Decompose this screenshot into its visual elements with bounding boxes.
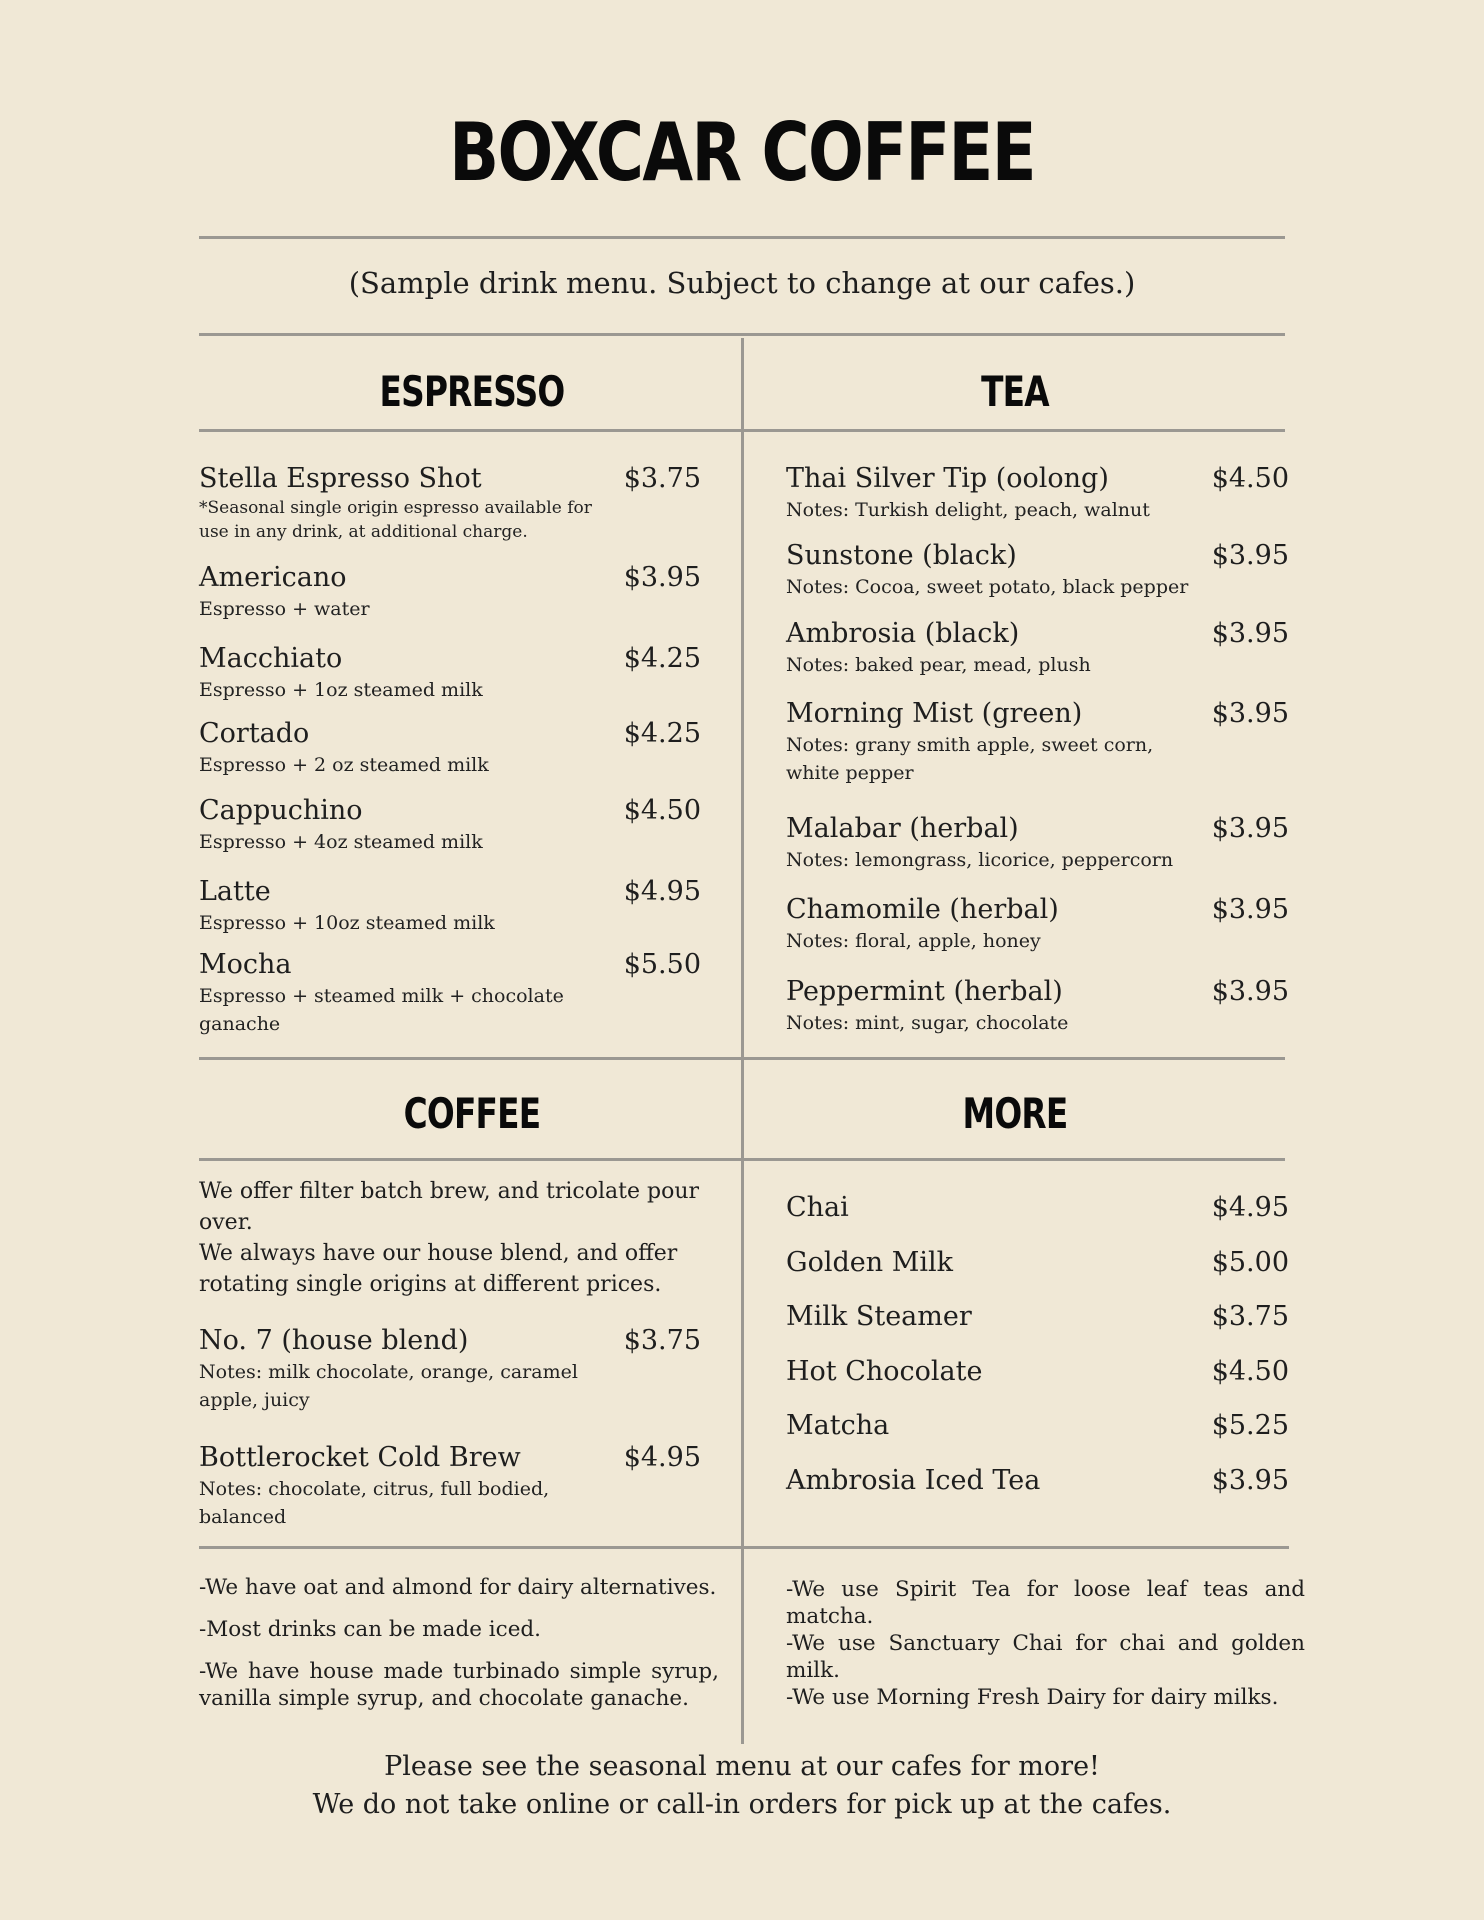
footer-line: We do not take online or call-in orders for pick up at the cafes. [312, 1789, 1172, 1820]
menu-item [786, 462, 1289, 524]
note-line: -We use Spirit Tea for loose leaf teas and matcha. [786, 1577, 1305, 1629]
item-name: Morning Mist (green) [786, 698, 1083, 729]
item-price: $3.75 [1211, 1301, 1289, 1333]
item-price: $4.95 [1211, 1192, 1289, 1223]
menu-item [199, 794, 701, 856]
item-price: $4.25 [623, 643, 701, 674]
item-name: Cortado [199, 718, 310, 749]
coffee-intro: We always have our house blend, and offer rotating single origins at different prices. [199, 1241, 678, 1297]
notes-right [786, 1576, 1305, 1711]
item-price: $5.25 [1211, 1410, 1289, 1442]
section-heading-coffee: COFFEE [403, 1089, 541, 1138]
menu-item [786, 539, 1289, 601]
note-line: -Most drinks can be made iced. [199, 1617, 542, 1642]
item-price: $4.95 [623, 1442, 701, 1473]
menu-item [786, 975, 1289, 1037]
menu-item [786, 1246, 1289, 1301]
item-name: Matcha [786, 1410, 890, 1442]
item-description: Notes: chocolate, citrus, full bodied, balanced [199, 1478, 550, 1528]
item-price: $3.95 [623, 562, 701, 593]
item-price: $3.95 [1211, 698, 1289, 729]
item-description: Notes: baked pear, mead, plush [786, 654, 1091, 676]
item-description: Espresso + 1oz steamed milk [199, 679, 483, 701]
item-name: Milk Steamer [786, 1301, 972, 1333]
item-price: $4.25 [623, 718, 701, 749]
item-price: $5.00 [1211, 1246, 1289, 1278]
item-name: Cappuchino [199, 795, 363, 826]
item-description: Notes: milk chocolate, orange, caramel apple, juicy [199, 1361, 578, 1411]
item-name: Thai Silver Tip (oolong) [786, 463, 1109, 494]
item-price: $3.95 [1211, 1464, 1289, 1496]
item-name: Sunstone (black) [786, 540, 1017, 571]
item-name: Americano [199, 562, 347, 593]
section-heading-tea: TEA [981, 367, 1049, 416]
footer-line: Please see the seasonal menu at our cafes for more! [384, 1751, 1100, 1782]
item-price: $4.50 [1211, 1355, 1289, 1387]
item-description: Notes: lemongrass, licorice, peppercorn [786, 849, 1174, 871]
page-title: BOXCAR COFFEE [449, 106, 1035, 199]
item-price: $4.50 [1211, 463, 1289, 494]
divider [199, 1546, 1289, 1549]
menu-item [786, 1300, 1289, 1355]
subtitle: (Sample drink menu. Subject to change at our cafes.) [348, 266, 1136, 300]
coffee-intro: We offer filter batch brew, and tricolate pour over. [199, 1179, 700, 1235]
menu-item [786, 697, 1289, 787]
menu-item [199, 1441, 701, 1531]
item-description: Notes: floral, apple, honey [786, 930, 1041, 952]
more-list [786, 1191, 1289, 1519]
divider [199, 1158, 1285, 1161]
item-name: Hot Chocolate [786, 1355, 983, 1387]
footer [0, 1748, 1484, 1824]
menu-item [199, 642, 701, 704]
item-description: Espresso + 10oz steamed milk [199, 912, 495, 934]
item-price: $3.95 [1211, 813, 1289, 844]
note-line: -We have oat and almond for dairy alternatives. [199, 1575, 717, 1600]
item-name: Chai [786, 1192, 849, 1223]
item-name: Latte [199, 876, 271, 907]
item-description: Notes: grany smith apple, sweet corn, white pepper [786, 734, 1154, 784]
divider [199, 236, 1285, 239]
divider [199, 333, 1285, 336]
note-line: -We use Morning Fresh Dairy for dairy milks. [786, 1685, 1279, 1710]
menu-item [786, 617, 1289, 679]
item-name: Ambrosia Iced Tea [786, 1464, 1041, 1496]
item-description: Espresso + water [199, 598, 370, 620]
item-description: Notes: Cocoa, sweet potato, black pepper [786, 576, 1189, 598]
divider [199, 429, 1285, 432]
item-price: $4.95 [623, 876, 701, 907]
note-line: -We have house made turbinado simple syrup, vanilla simple syrup, and chocolate ganache. [199, 1659, 719, 1711]
menu-item [199, 1324, 701, 1414]
column-divider [741, 338, 744, 1744]
item-name: Bottlerocket Cold Brew [199, 1442, 521, 1473]
item-name: Ambrosia (black) [786, 618, 1020, 649]
menu-item [199, 875, 701, 937]
item-price: $3.75 [623, 463, 701, 494]
item-price: $3.95 [1211, 540, 1289, 571]
menu-item [786, 893, 1289, 955]
menu-item [786, 1409, 1289, 1464]
item-name: Stella Espresso Shot [199, 463, 482, 494]
item-description: Espresso + 4oz steamed milk [199, 831, 483, 853]
menu-item [199, 561, 701, 623]
item-description: Espresso + 2 oz steamed milk [199, 754, 489, 776]
item-name: No. 7 (house blend) [199, 1325, 469, 1356]
divider [199, 1057, 1285, 1060]
menu-item [199, 717, 701, 779]
menu-item [199, 948, 701, 1038]
item-name: Peppermint (herbal) [786, 976, 1063, 1007]
item-price: $3.95 [1211, 894, 1289, 925]
item-price: $5.50 [623, 949, 701, 980]
item-price: $3.75 [623, 1325, 701, 1356]
item-name: Golden Milk [786, 1246, 953, 1278]
menu-item [199, 462, 701, 544]
note-line: -We use Sanctuary Chai for chai and golden milk. [786, 1631, 1305, 1683]
item-price: $3.95 [1211, 976, 1289, 1007]
menu-item [786, 1464, 1289, 1519]
section-heading-espresso: ESPRESSO [379, 367, 565, 416]
item-description: Notes: mint, sugar, chocolate [786, 1012, 1069, 1034]
menu-item [786, 1191, 1289, 1246]
coffee-list [199, 1176, 701, 1528]
item-description: Notes: Turkish delight, peach, walnut [786, 499, 1150, 521]
menu-item [786, 1355, 1289, 1410]
item-description: Espresso + steamed milk + chocolate ganache [199, 985, 564, 1035]
item-name: Chamomile (herbal) [786, 894, 1059, 925]
notes-left [199, 1574, 719, 1712]
item-name: Mocha [199, 949, 292, 980]
item-price: $4.50 [623, 795, 701, 826]
item-price: $3.95 [1211, 618, 1289, 649]
section-heading-more: MORE [962, 1089, 1068, 1138]
item-description: *Seasonal single origin espresso available for use in any drink, at additional charge. [199, 498, 592, 542]
item-name: Malabar (herbal) [786, 813, 1019, 844]
menu-item [786, 812, 1289, 874]
item-name: Macchiato [199, 643, 343, 674]
